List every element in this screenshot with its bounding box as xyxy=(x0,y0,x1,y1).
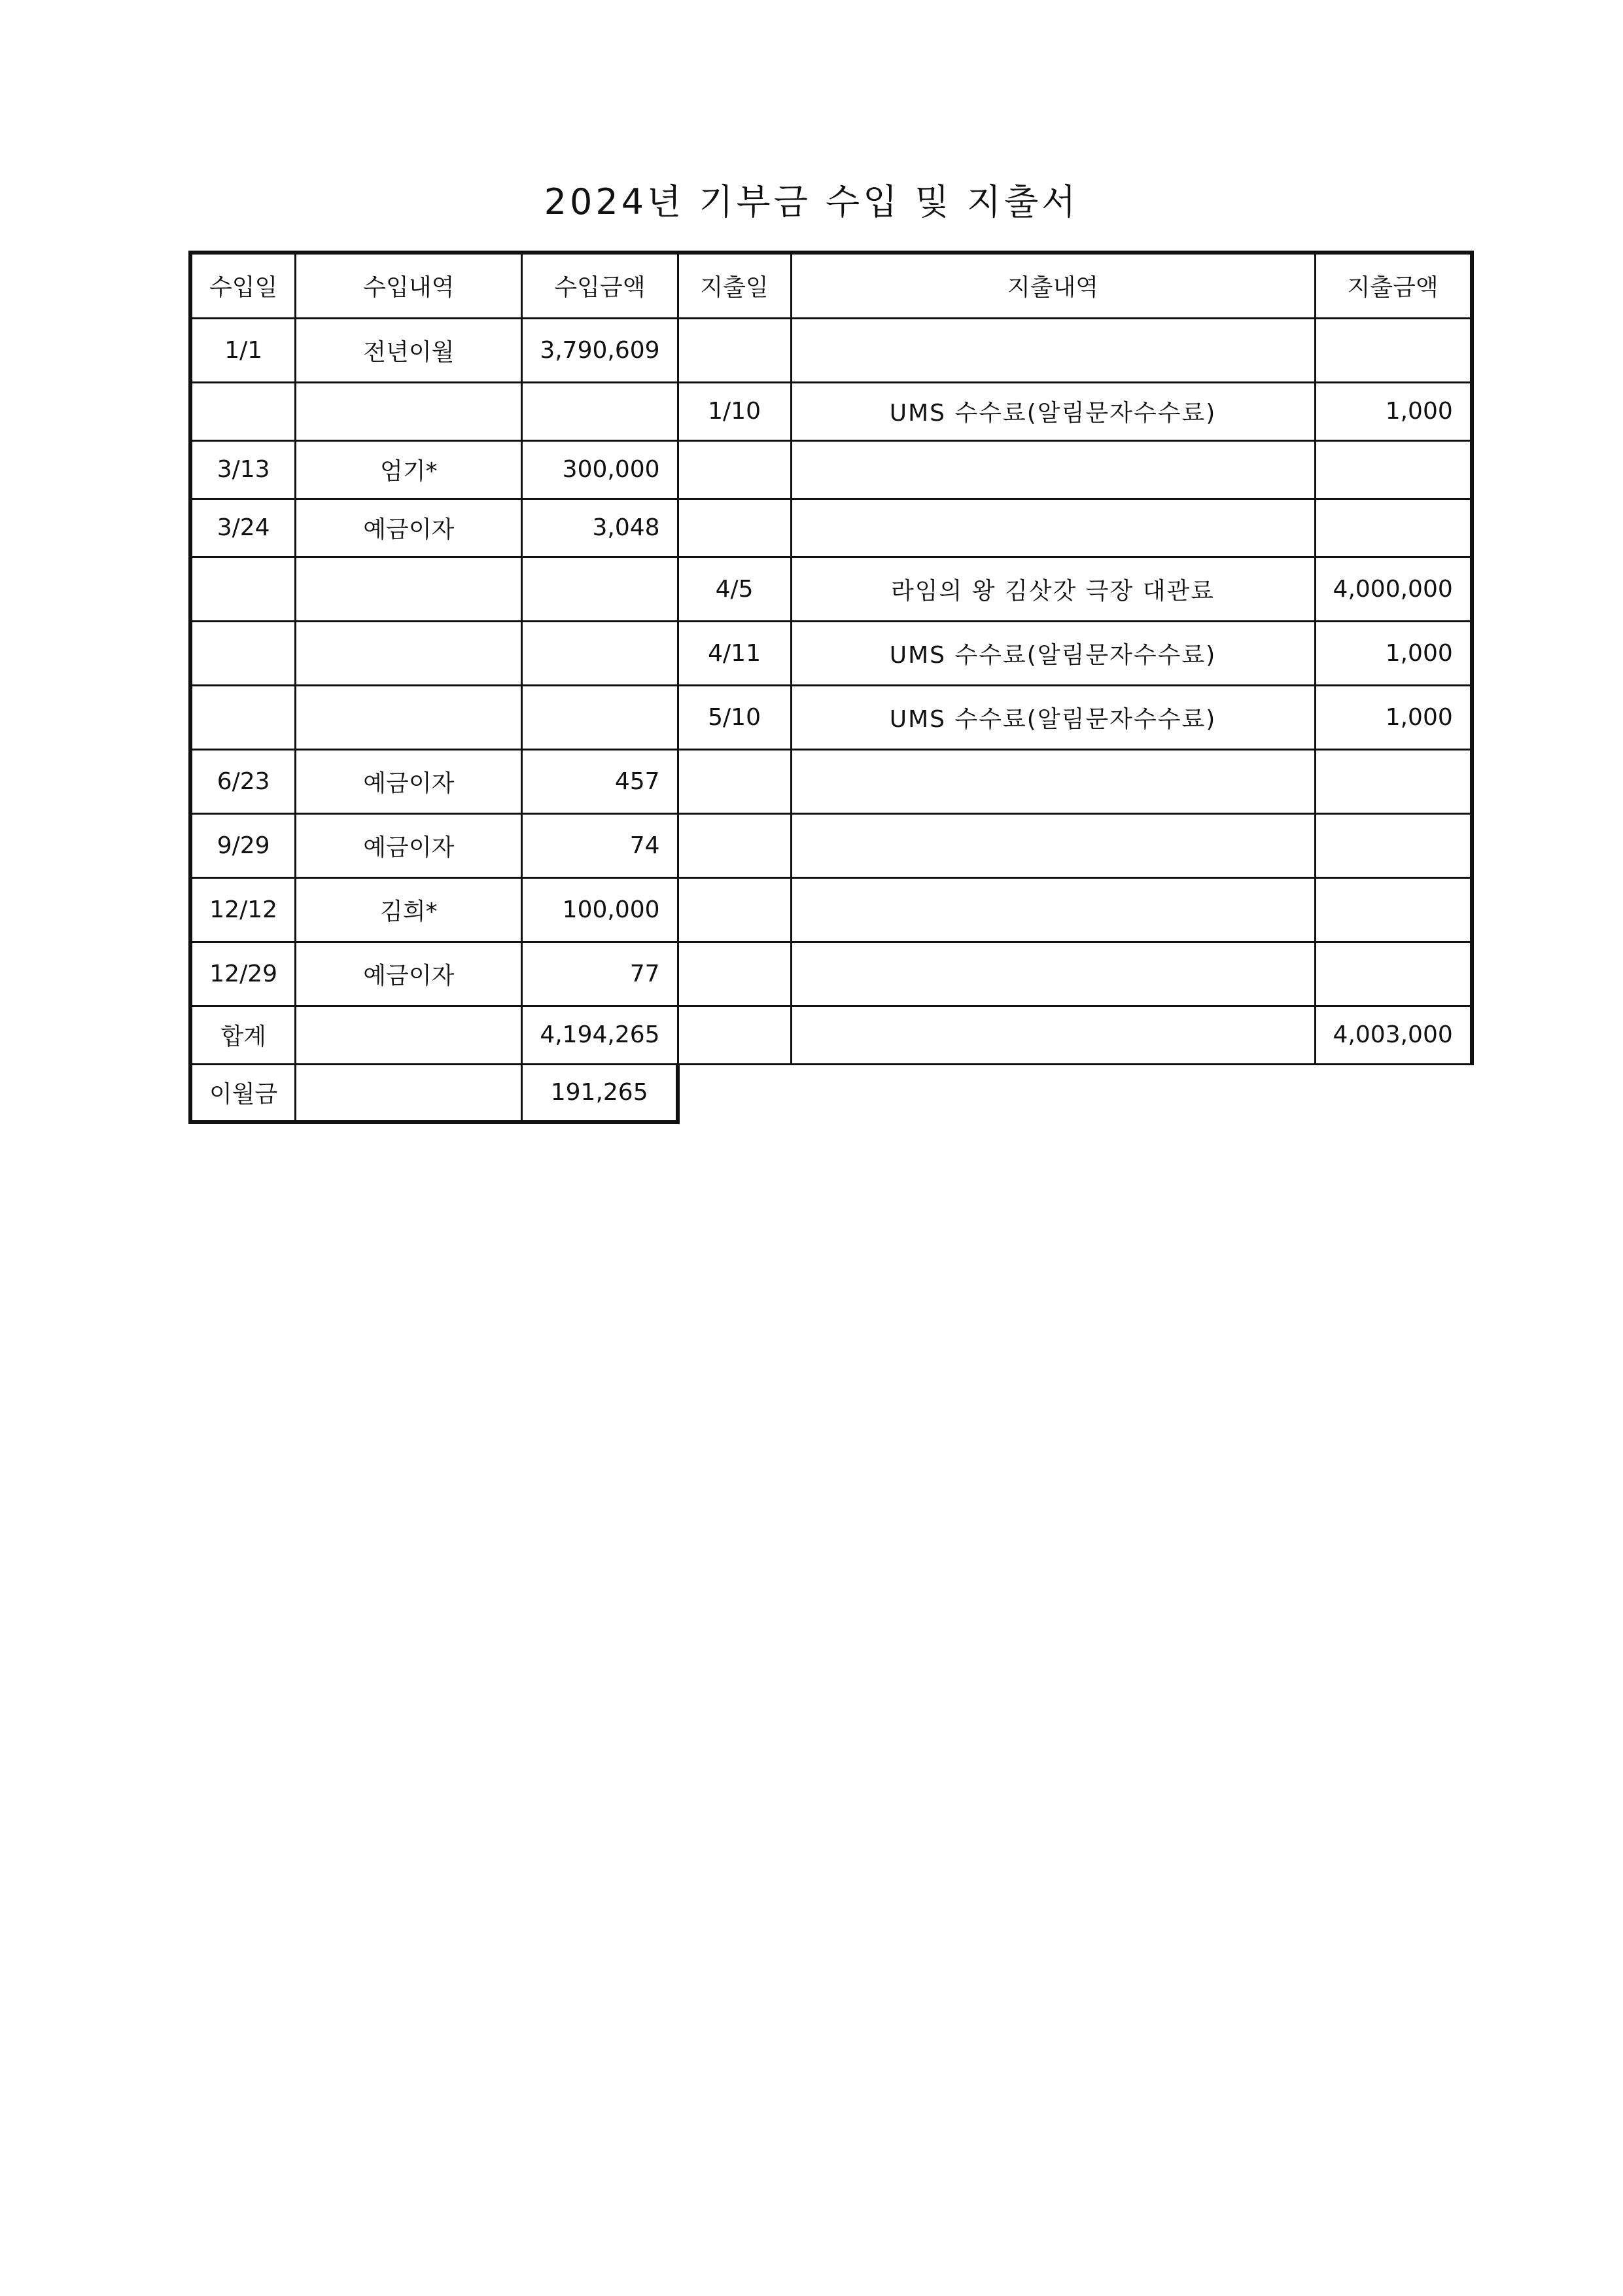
income-detail-cell xyxy=(296,382,522,440)
expense-amount-cell xyxy=(1315,942,1472,1006)
income-amount-cell xyxy=(522,621,678,685)
expense-date-cell xyxy=(678,318,791,382)
expense-detail-cell: UMS 수수료(알림문자수수료) xyxy=(791,685,1315,749)
income-amount-cell xyxy=(522,382,678,440)
carryover-label: 이월금 xyxy=(190,1064,296,1122)
expense-amount-cell: 1,000 xyxy=(1315,382,1472,440)
header-expense-date: 지출일 xyxy=(678,253,791,318)
expense-detail-cell xyxy=(791,499,1315,557)
total-expense-date-cell xyxy=(678,1006,791,1064)
expense-amount-cell: 1,000 xyxy=(1315,685,1472,749)
income-date-cell xyxy=(190,557,296,621)
income-amount-cell: 457 xyxy=(522,749,678,813)
expense-amount-cell: 1,000 xyxy=(1315,621,1472,685)
header-expense-amount: 지출금액 xyxy=(1315,253,1472,318)
income-date-cell: 9/29 xyxy=(190,813,296,877)
expense-amount-cell xyxy=(1315,499,1472,557)
income-date-cell xyxy=(190,382,296,440)
table-row xyxy=(190,749,1472,813)
income-amount-cell: 100,000 xyxy=(522,877,678,942)
table-row xyxy=(190,499,1472,557)
total-label: 합계 xyxy=(190,1006,296,1064)
carryover-detail-cell xyxy=(296,1064,522,1122)
expense-date-cell: 5/10 xyxy=(678,685,791,749)
expense-detail-cell xyxy=(791,749,1315,813)
income-date-cell: 3/24 xyxy=(190,499,296,557)
total-row xyxy=(190,1006,1472,1064)
header-income-detail: 수입내역 xyxy=(296,253,522,318)
expense-date-cell: 4/11 xyxy=(678,621,791,685)
table-row xyxy=(190,621,1472,685)
table-row xyxy=(190,382,1472,440)
table-row xyxy=(190,685,1472,749)
header-income-amount: 수입금액 xyxy=(522,253,678,318)
expense-amount-cell xyxy=(1315,749,1472,813)
expense-date-cell xyxy=(678,942,791,1006)
expense-amount-cell xyxy=(1315,813,1472,877)
expense-amount-cell xyxy=(1315,440,1472,499)
carryover-amount: 191,265 xyxy=(522,1064,678,1122)
income-amount-cell: 77 xyxy=(522,942,678,1006)
expense-detail-cell: UMS 수수료(알림문자수수료) xyxy=(791,382,1315,440)
header-expense-detail: 지출내역 xyxy=(791,253,1315,318)
empty-cell xyxy=(678,1064,791,1122)
income-detail-cell: 예금이자 xyxy=(296,749,522,813)
expense-date-cell xyxy=(678,877,791,942)
income-detail-cell: 엄기* xyxy=(296,440,522,499)
expense-detail-cell xyxy=(791,942,1315,1006)
expense-detail-cell xyxy=(791,318,1315,382)
expense-detail-cell xyxy=(791,813,1315,877)
income-date-cell xyxy=(190,685,296,749)
carryover-row xyxy=(190,1064,1472,1122)
expense-detail-cell: UMS 수수료(알림문자수수료) xyxy=(791,621,1315,685)
income-amount-cell: 3,048 xyxy=(522,499,678,557)
expense-detail-cell: 라임의 왕 김삿갓 극장 대관료 xyxy=(791,557,1315,621)
expense-date-cell xyxy=(678,813,791,877)
income-amount-cell: 3,790,609 xyxy=(522,318,678,382)
income-detail-cell: 예금이자 xyxy=(296,499,522,557)
income-date-cell: 12/12 xyxy=(190,877,296,942)
table-row xyxy=(190,813,1472,877)
income-detail-cell xyxy=(296,557,522,621)
income-detail-cell: 예금이자 xyxy=(296,813,522,877)
income-detail-cell: 전년이월 xyxy=(296,318,522,382)
income-date-cell xyxy=(190,621,296,685)
expense-date-cell xyxy=(678,440,791,499)
income-date-cell: 6/23 xyxy=(190,749,296,813)
income-detail-cell xyxy=(296,621,522,685)
empty-cell xyxy=(1315,1064,1472,1122)
income-detail-cell xyxy=(296,685,522,749)
header-income-date: 수입일 xyxy=(190,253,296,318)
empty-cell xyxy=(791,1064,1315,1122)
income-detail-cell: 예금이자 xyxy=(296,942,522,1006)
header-row xyxy=(190,253,1472,318)
total-expense-detail-cell xyxy=(791,1006,1315,1064)
expense-date-cell xyxy=(678,499,791,557)
income-amount-cell xyxy=(522,557,678,621)
donation-ledger-table xyxy=(188,251,1474,1124)
table-row xyxy=(190,557,1472,621)
income-detail-cell: 김희* xyxy=(296,877,522,942)
expense-amount-cell: 4,000,000 xyxy=(1315,557,1472,621)
income-date-cell: 3/13 xyxy=(190,440,296,499)
income-amount-cell: 74 xyxy=(522,813,678,877)
total-income-detail-cell xyxy=(296,1006,522,1064)
table-row xyxy=(190,440,1472,499)
table-row xyxy=(190,942,1472,1006)
expense-detail-cell xyxy=(791,877,1315,942)
income-amount-cell xyxy=(522,685,678,749)
income-date-cell: 1/1 xyxy=(190,318,296,382)
total-income-amount: 4,194,265 xyxy=(522,1006,678,1064)
expense-date-cell: 4/5 xyxy=(678,557,791,621)
income-amount-cell: 300,000 xyxy=(522,440,678,499)
table-row xyxy=(190,877,1472,942)
table-row xyxy=(190,318,1472,382)
expense-detail-cell xyxy=(791,440,1315,499)
expense-date-cell: 1/10 xyxy=(678,382,791,440)
page-title: 2024년 기부금 수입 및 지출서 xyxy=(544,181,1079,222)
income-date-cell: 12/29 xyxy=(190,942,296,1006)
expense-date-cell xyxy=(678,749,791,813)
expense-amount-cell xyxy=(1315,318,1472,382)
expense-amount-cell xyxy=(1315,877,1472,942)
total-expense-amount: 4,003,000 xyxy=(1315,1006,1472,1064)
